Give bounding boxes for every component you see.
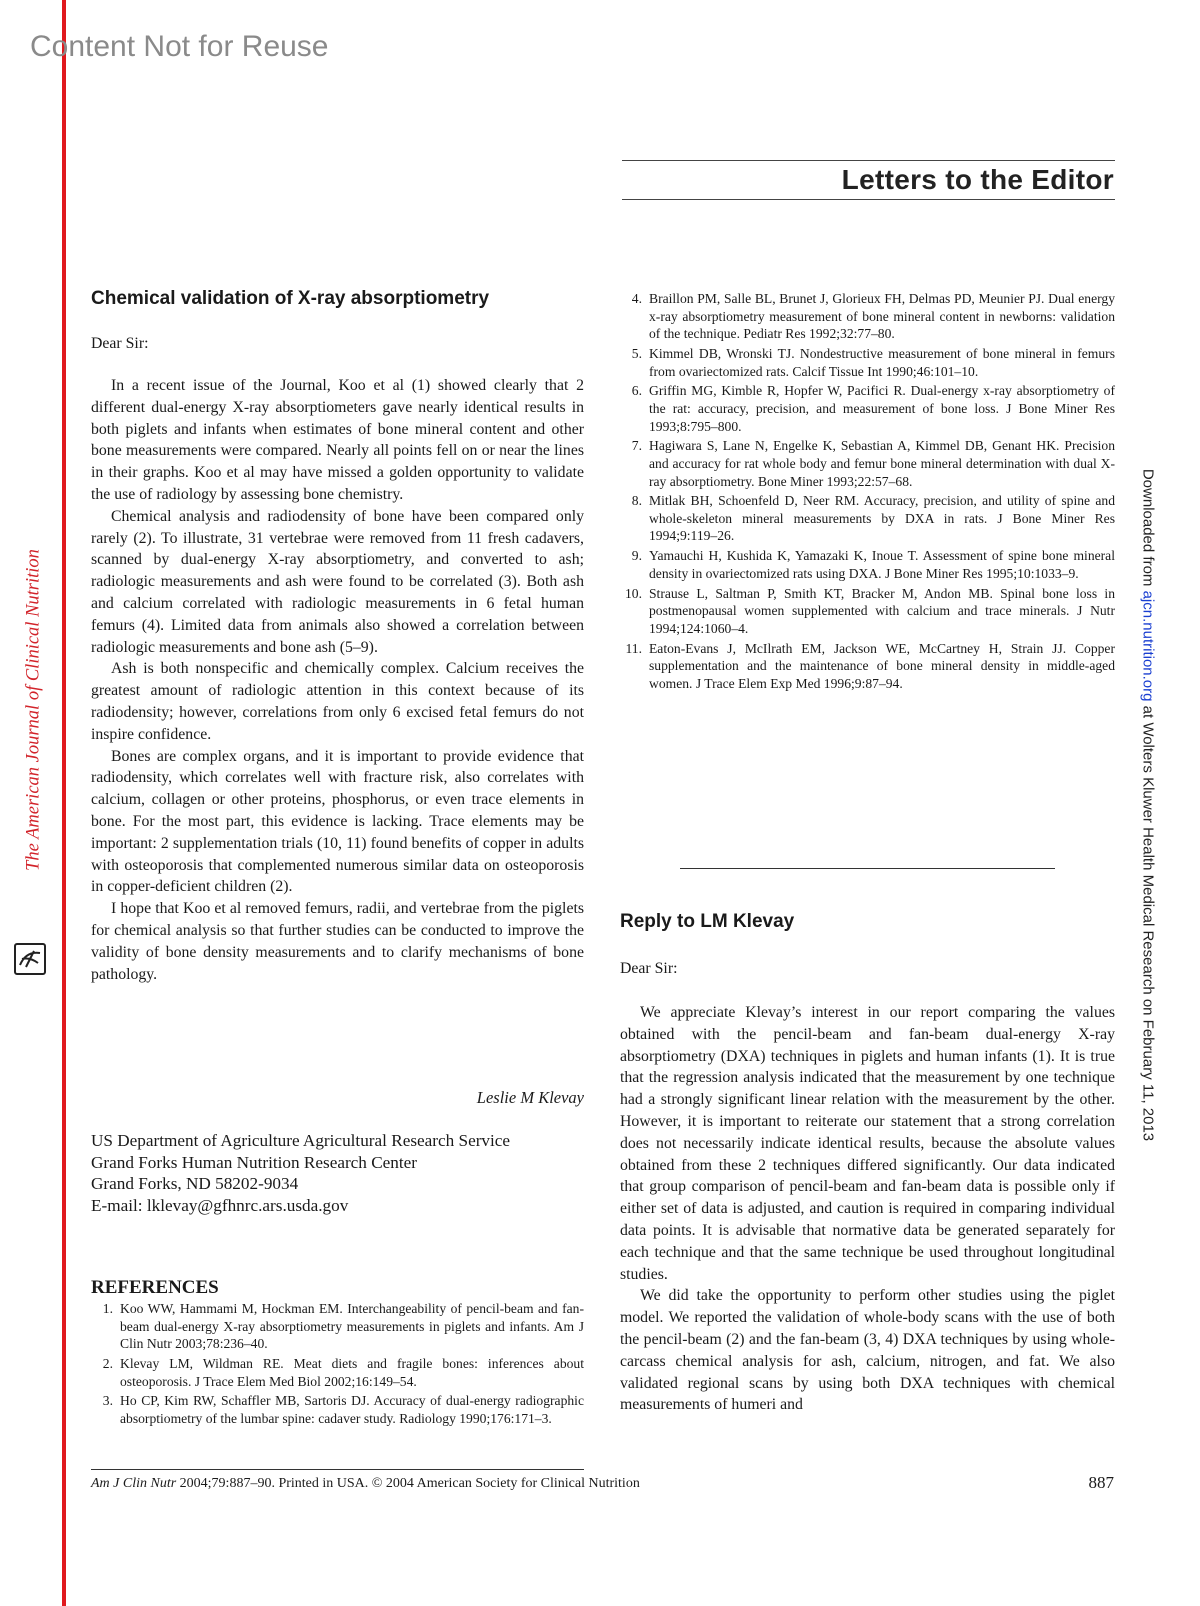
reference-number: 1. <box>102 1301 113 1316</box>
letter-divider <box>680 868 1055 869</box>
references-list-left <box>91 1300 584 1430</box>
reference-number: 10. <box>625 585 642 601</box>
reference-item <box>91 1355 584 1390</box>
reference-text: Griffin MG, Kimble R, Hopfer W, Pacifici R. Dual-energy x-ray absorptiometry of the rat: accuracy, precision, and measurement of bone loss. J Bone Miner Res 1993;8:795–800. <box>649 383 1115 434</box>
reference-item <box>620 585 1115 638</box>
reference-item <box>620 492 1115 545</box>
reference-number: 5. <box>631 345 642 361</box>
letter1-signature: Leslie M Klevay <box>476 1088 584 1107</box>
letter2-paragraph: We appreciate Klevay’s interest in our report comparing the values obtained with the pencil-beam and fan-beam dual-energy X-ray absorptiometry (DXA) techniques in piglets and human infants (1). It is true that the regression analysis indicated that the measurement by one technique had a strongly significant linear relation with the measurement by the other. However, it is important to reiterate our statement that a strong correlation does not necessarily indicate identical results, because the absolute values obtained from these 2 techniques differed significantly. Our data indicated that group comparison of pencil-beam and fan-beam data is possible only if either set of data is adjusted, and caution is required in comparing individual data points. It is advisable that normative data be generated separately for each technique and that the same technique be used throughout longitudinal studies. <box>620 1004 1115 1283</box>
letter1-paragraph: Chemical analysis and radiodensity of bone have been compared only rarely (2). To illustrate, 31 vertebrae were removed from 11 fresh cadavers, scanned by dual-energy X-ray absorptiometry, and converted to ash; radiologic measurements and ash were found to be correlated (3). Both ash and calcium correlated with radiologic measurements in 6 fetal human femurs (4). Limited data from animals also showed a correlation between radiologic measurements and bone ash (5–9). <box>91 507 584 656</box>
download-note <box>1140 469 1157 1141</box>
reference-text: Braillon PM, Salle BL, Brunet J, Glorieux FH, Delmas PD, Meunier PJ. Dual energy x-ray absorptiometry measurement of bone mineral content in newborns: validation of the technique. Pediatr Res 1992;32:77–80. <box>649 291 1115 342</box>
address-line: Grand Forks, ND 58202-9034 <box>91 1174 299 1193</box>
footer-journal: Am J Clin Nutr <box>91 1476 177 1491</box>
reference-number: 3. <box>102 1393 113 1409</box>
footer-citation <box>91 1476 640 1492</box>
reference-text: Klevay LM, Wildman RE. Meat diets and fragile bones: inferences about osteoporosis. J Trace Elem Med Biol 2002;16:149–54. <box>120 1355 584 1389</box>
letter2-salutation: Dear Sir: <box>620 960 678 977</box>
reference-text: Eaton-Evans J, McIlrath EM, Jackson WE, McCartney H, Strain JJ. Copper supplementation and the maintenance of bone mineral density in middle-aged women. J Trace Elem Exp Med 1996;9:87–94. <box>649 640 1115 691</box>
reference-text: Strause L, Saltman P, Smith KT, Bracker M, Andon MB. Spinal bone loss in postmenopausal women supplemented with calcium and trace minerals. J Nutr 1994;124:1060–4. <box>649 585 1115 636</box>
reference-text: Yamauchi H, Kushida K, Yamazaki K, Inoue T. Assessment of spine bone mineral density in ovariectomized rats using DXA. J Bone Miner Res 1995;10:1033–9. <box>649 548 1115 581</box>
download-link[interactable]: ajcn.nutrition.org <box>1139 590 1157 702</box>
address-line: Grand Forks Human Nutrition Research Center <box>91 1152 418 1172</box>
reference-item <box>620 290 1115 343</box>
letter1-salutation: Dear Sir: <box>91 335 149 352</box>
journal-emblem-icon <box>14 943 46 975</box>
reference-item <box>620 547 1115 582</box>
address-line: US Department of Agriculture Agricultural Research Service <box>91 1131 511 1150</box>
download-suffix: at Wolters Kluwer Health Medical Research on February 11, 2013 <box>1139 701 1157 1142</box>
section-title: Letters to the Editor <box>841 164 1114 195</box>
download-prefix: Downloaded from <box>1139 468 1157 591</box>
reference-item <box>91 1300 584 1353</box>
letter1-address <box>91 1130 510 1216</box>
letter1-paragraph: I hope that Koo et al removed femurs, radii, and vertebrae from the piglets for chemical analysis so that further studies can be conducted to improve the validity of bone density measurements and to clarify mechanisms of bone pathology. <box>91 900 584 983</box>
letter2-body <box>620 1002 1115 1416</box>
page-number: 887 <box>1088 1473 1114 1492</box>
section-rule-bottom <box>622 199 1115 200</box>
footer-citation-text: 2004;79:887–90. Printed in USA. © 2004 American Society for Clinical Nutrition <box>176 1476 640 1491</box>
references-list-right <box>620 290 1115 695</box>
reference-item <box>91 1392 584 1427</box>
journal-name-vertical: The American Journal of Clinical Nutrition <box>23 549 44 871</box>
references-heading: REFERENCES <box>91 1277 219 1298</box>
reference-number: 9. <box>631 548 642 564</box>
reference-item <box>620 345 1115 380</box>
reference-item <box>620 382 1115 435</box>
reference-text: Koo WW, Hammami M, Hockman EM. Interchangeability of pencil-beam and fan-beam dual-energy X-ray absorptiometry measurements in piglets and infants. Am J Clin Nutr 2003;78:236–40. <box>120 1301 584 1352</box>
letter1-paragraph: In a recent issue of the Journal, Koo et al (1) showed clearly that 2 different dual-energy X-ray absorptiometers gave nearly identical results in both piglets and infants when estimates of bone mineral content and other bone measurements were compared. Nearly all points fell on or near the lines in their graphs. Koo et al may have missed a golden opportunity to validate the use of radiology by assessing bone chemistry. <box>91 377 584 503</box>
footer-rule <box>91 1469 584 1470</box>
letter1-title: Chemical validation of X-ray absorptiometry <box>91 288 490 309</box>
reference-number: 7. <box>631 438 642 454</box>
reference-number: 2. <box>102 1355 113 1371</box>
section-rule-top <box>622 160 1115 161</box>
address-email[interactable]: E-mail: lklevay@gfhnrc.ars.usda.gov <box>91 1195 349 1215</box>
letter1-paragraph: Ash is both nonspecific and chemically complex. Calcium receives the greatest amount of radiologic attention in this context because of its radiodensity; however, correlations from only 6 excised fetal femurs do not inspire confidence. <box>91 660 584 743</box>
reference-text: Kimmel DB, Wronski TJ. Nondestructive measurement of bone mineral in femurs from ovariectomized rats. Calcif Tissue Int 1990;46:101–10. <box>649 345 1115 379</box>
letter1-body <box>91 375 584 985</box>
reference-item <box>620 640 1115 693</box>
margin-red-line <box>62 0 66 1606</box>
reference-number: 8. <box>631 493 642 509</box>
reference-number: 4. <box>631 291 642 306</box>
reference-number: 6. <box>631 383 642 399</box>
letter2-title: Reply to LM Klevay <box>620 911 795 932</box>
letter1-paragraph: Bones are complex organs, and it is important to provide evidence that radiodensity, which correlates well with fracture risk, also correlates with calcium, collagen or other proteins, phosphorus, or even trace elements in bone. For the most part, this evidence is lacking. Trace elements may be important: 2 supplementation trials (10, 11) found benefits of copper in adults with osteoporosis that complemented numerous similar data on osteoporosis in copper-deficient children (2). <box>91 747 584 896</box>
reference-item <box>620 437 1115 490</box>
letter2-paragraph: We did take the opportunity to perform other studies using the piglet model. We reported the validation of whole-body scans with the use of both the pencil-beam (2) and the fan-beam (3, 4) DXA techniques by using whole-carcass chemical analysis for ash, calcium, nitrogen, and fat. We also validated regional scans by using both DXA techniques with chemical measurements of humeri and <box>620 1287 1115 1414</box>
reference-number: 11. <box>625 640 642 656</box>
reference-text: Hagiwara S, Lane N, Engelke K, Sebastian A, Kimmel DB, Genant HK. Precision and accuracy for rat whole body and femur bone mineral determination with dual X-ray absorptiometry. Bone Miner 1993;22:57–68. <box>649 438 1115 489</box>
reference-text: Mitlak BH, Schoenfeld D, Neer RM. Accuracy, precision, and utility of spine and whole-skeleton mineral measurements by DXA in rats. J Bone Miner Res 1994;9:119–26. <box>649 493 1115 544</box>
reference-text: Ho CP, Kim RW, Schaffler MB, Sartoris DJ. Accuracy of dual-energy radiographic absorptiometry of the lumbar spine: cadaver study. Radiology 1990;176:171–3. <box>120 1393 584 1426</box>
watermark: Content Not for Reuse <box>30 30 329 63</box>
